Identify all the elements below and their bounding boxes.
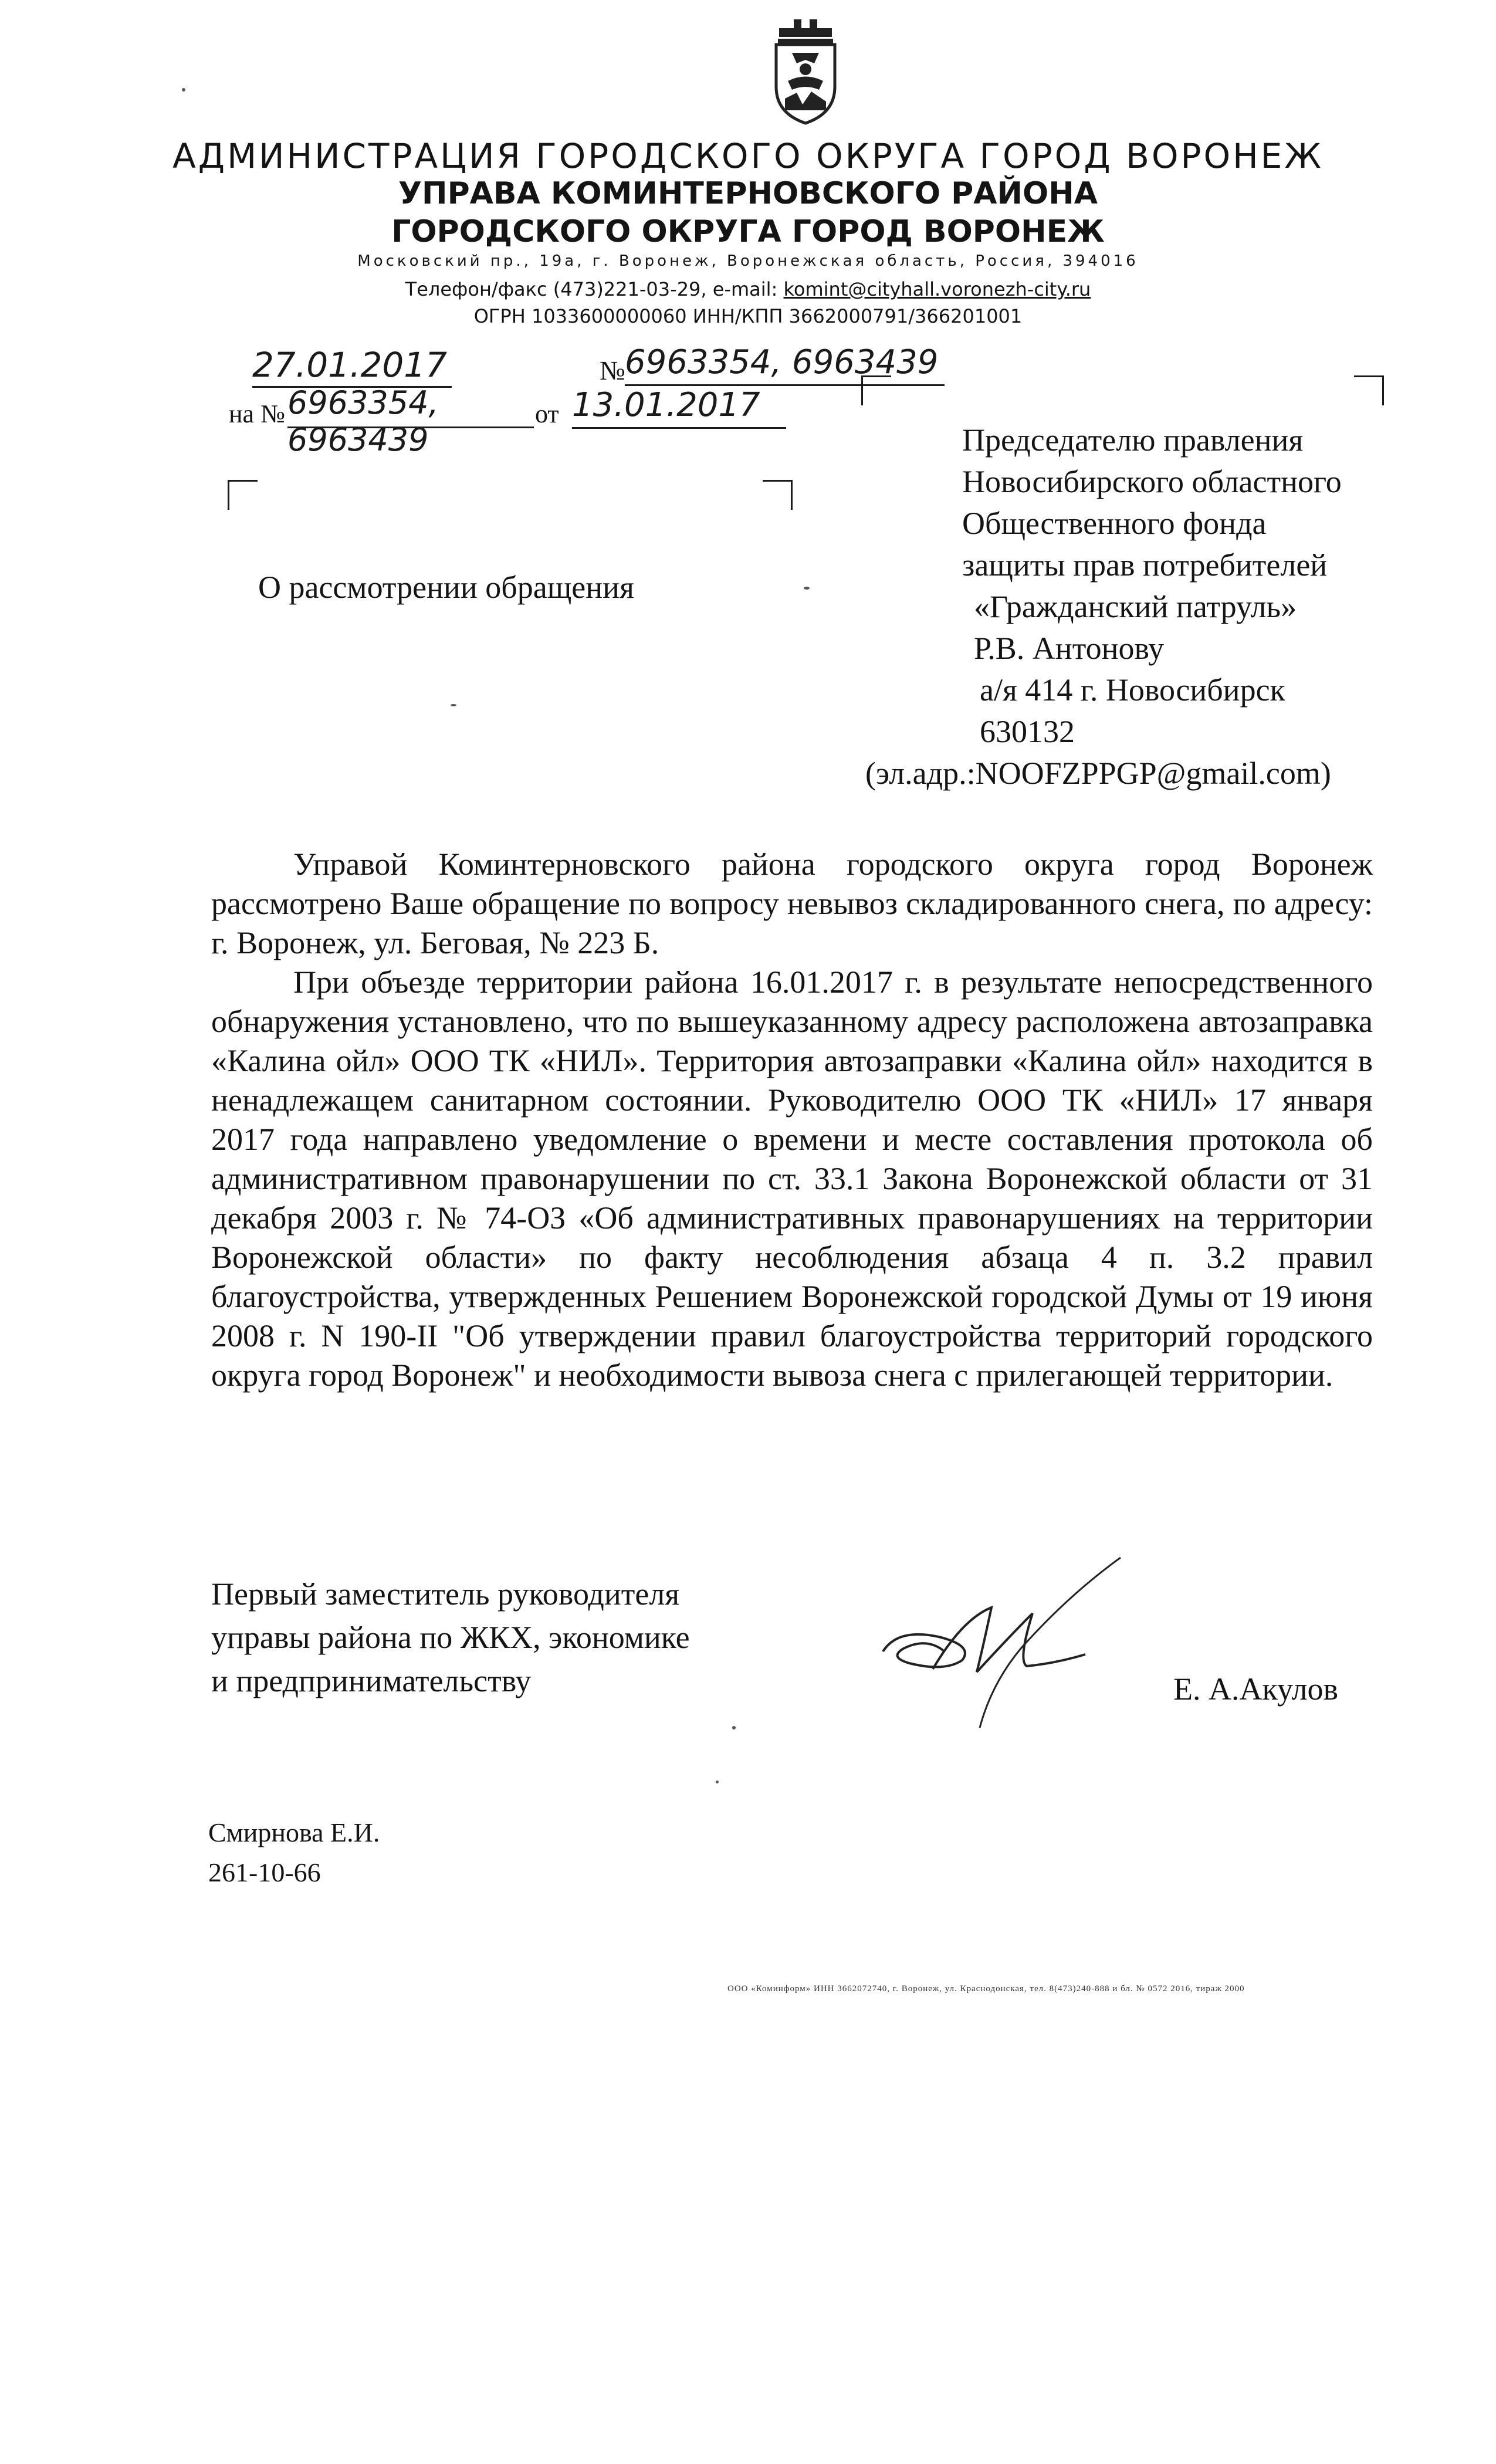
addressee-line: «Гражданский патруль» (974, 589, 1297, 624)
handwritten-signature (874, 1549, 1144, 1737)
corner-mark (1354, 375, 1384, 405)
executor-block (208, 1813, 380, 1893)
department-title-line2: ГОРОДСКОГО ОКРУГА ГОРОД ВОРОНЕЖ (391, 214, 1105, 249)
signatory-position-line: Первый заместитель руководителя (211, 1576, 680, 1612)
letterhead-contacts (0, 278, 1496, 300)
signatory-position-line: управы района по ЖКХ, экономике (211, 1620, 690, 1655)
addressee-line: Председателю правления (962, 422, 1304, 458)
addressee-block (865, 419, 1443, 794)
scan-speck (451, 704, 456, 706)
outgoing-number: 6963354, 6963439 (625, 343, 945, 386)
email-link[interactable]: komint@cityhall.voronezh-city.ru (783, 278, 1091, 300)
scan-speck (804, 587, 810, 590)
addressee-line: 630132 (980, 714, 1075, 749)
reference-number-label: на № (229, 400, 286, 428)
corner-mark (861, 375, 891, 405)
department-title-line1: УПРАВА КОМИНТЕРНОВСКОГО РАЙОНА (398, 176, 1098, 211)
letter-body (211, 845, 1373, 1395)
addressee-line: Новосибирского областного (962, 464, 1342, 499)
body-paragraph: Управой Коминтерновского района городского округа город Воронеж рассмотрено Ваше обращение по вопросу невывоз складированного снега, по адресу: г. Воронеж, ул. Беговая, № 223 Б. (211, 847, 1373, 960)
executor-name: Смирнова Е.И. (208, 1817, 380, 1847)
scan-speck (732, 1726, 736, 1729)
outgoing-date: 27.01.2017 (252, 345, 452, 388)
outgoing-number-label: № (600, 356, 625, 385)
addressee-line: Р.В. Антонову (974, 631, 1165, 666)
coat-of-arms-crest (767, 16, 844, 125)
corner-mark (228, 480, 258, 510)
signatory-position-line: и предпринимательству (211, 1663, 532, 1698)
scan-speck (182, 88, 185, 92)
letterhead-address: Московский пр., 19а, г. Воронеж, Воронежская область, Россия, 394016 (357, 252, 1139, 270)
addressee-line: защиты прав потребителей (962, 547, 1328, 583)
phone-fax: Телефон/факс (473)221-03-29, e-mail: (405, 278, 784, 300)
letterhead-ogrn: ОГРН 1033600000060 ИНН/КПП 3662000791/366201001 (473, 305, 1023, 327)
executor-phone: 261-10-66 (208, 1857, 321, 1887)
signatory-position (211, 1572, 690, 1703)
reference-date-label: от (535, 400, 559, 428)
printer-footer: ООО «Коминформ» ИНН 3662072740, г. Воронеж, ул. Краснодонская, тел. 8(473)240-888 и бл. № 0572 2016, тираж 2000 (727, 1984, 1245, 1993)
scan-speck (716, 1781, 719, 1783)
signatory-name: Е. А.Акулов (1173, 1671, 1339, 1707)
reference-date: 13.01.2017 (572, 386, 786, 429)
body-paragraph: При объезде территории района 16.01.2017 г. в результате непосредственного обнаружения установлено, что по вышеуказанному адресу расположена автозаправка «Калина ойл» ООО ТК «НИЛ». Территория автозаправки «Калина ойл» находится в ненадлежащем санитарном состоянии. Руководителю ООО ТК «НИЛ» 17 января 2017 года направлено уведомление о времени и месте составления протокола об административном правонарушении по ст. 33.1 Закона Воронежской области от 31 декабря 2003 г. № 74-ОЗ «Об административных правонарушениях на территории Воронежской области» по факту несоблюдения абзаца 4 п. 3.2 правил благоустройства, утвержденных Решением Воронежской городской Думы от 19 июня 2008 г. N 190-II "Об утверждении правил благоустройства территорий городского округа город Воронеж" и необходимости вывоза снега с прилегающей территории. (211, 964, 1373, 1393)
addressee-email: (эл.адр.:NOOFZPPGP@gmail.com) (865, 756, 1331, 791)
reference-number: 6963354, 6963439 (287, 384, 534, 428)
addressee-line: а/я 414 г. Новосибирск (980, 672, 1285, 708)
corner-mark (763, 480, 793, 510)
addressee-line: Общественного фонда (962, 506, 1267, 541)
administration-title: АДМИНИСТРАЦИЯ ГОРОДСКОГО ОКРУГА ГОРОД ВОРОНЕЖ (172, 136, 1324, 176)
subject-line: О рассмотрении обращения (258, 570, 634, 605)
